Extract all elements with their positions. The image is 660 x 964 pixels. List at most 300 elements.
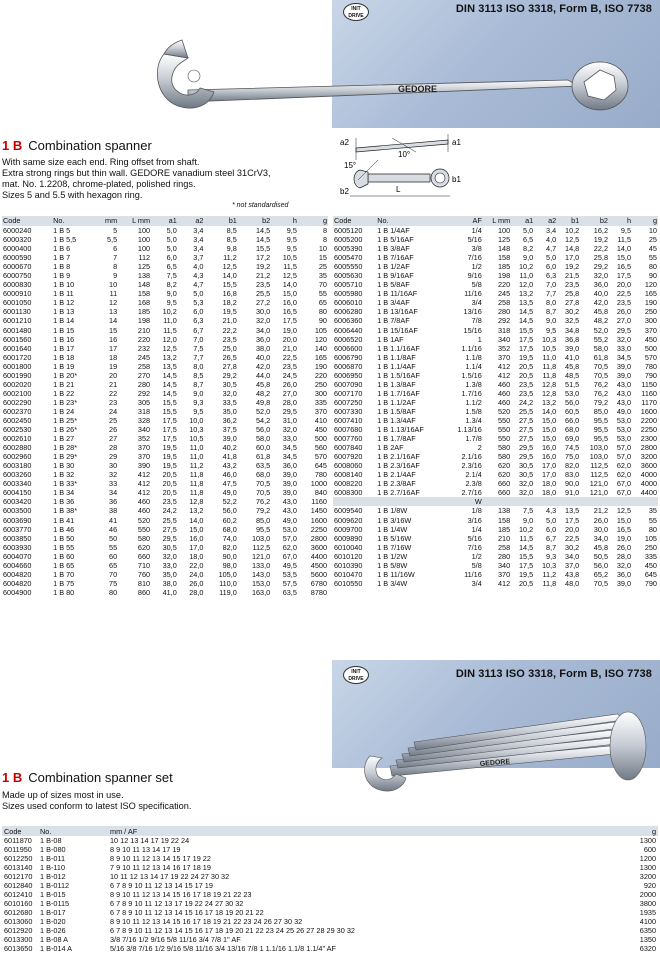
- table-cell: 49,0: [222, 488, 237, 498]
- table-row: [2, 362, 328, 371]
- table-cell: 17,5: [518, 560, 534, 570]
- table-cell: 1 B 1/2W: [377, 551, 408, 561]
- table-cell: 76,2: [256, 497, 271, 507]
- table-cell: 6009620: [334, 515, 363, 525]
- table-cell: 112,5: [590, 470, 608, 480]
- table-cell: 6002610: [3, 434, 32, 444]
- table-cell: 14,5: [256, 226, 271, 235]
- table-cell: 6007840: [334, 443, 363, 453]
- table-cell: 7,0: [193, 334, 204, 344]
- table-cell: 19,5: [162, 452, 177, 462]
- table-cell: 410: [314, 415, 327, 425]
- table-cell: 1 B 15: [53, 325, 75, 335]
- table-cell: 15: [109, 325, 118, 335]
- set-cell: 6350: [639, 926, 656, 935]
- table-cell: 19,2: [593, 235, 608, 245]
- table-cell: 412: [497, 370, 511, 380]
- table-cell: 3600: [640, 461, 657, 471]
- table-cell: 17,0: [542, 461, 557, 471]
- table-row: [333, 434, 658, 443]
- table-cell: 450: [314, 425, 327, 435]
- table-cell: 121,0: [251, 551, 271, 561]
- table-cell: 460: [497, 379, 511, 389]
- table-cell: 5,3: [193, 298, 204, 308]
- table-cell: 6,5: [523, 235, 534, 245]
- table-cell: 41,0: [565, 352, 580, 362]
- table-cell: 1 B 75: [53, 578, 75, 588]
- table-cell: 6005710: [334, 280, 363, 290]
- table-cell: 1000: [310, 479, 327, 489]
- table-cell: 2800: [640, 443, 657, 453]
- label-15deg: 15°: [344, 161, 357, 170]
- table-cell: 1 B 15/16AF: [377, 325, 418, 335]
- table-cell: 15,5: [256, 244, 271, 254]
- set-cell: 6012840: [4, 881, 33, 890]
- table-cell: 26,0: [282, 379, 297, 389]
- table-cell: 6006440: [334, 325, 363, 335]
- table-cell: 560: [314, 443, 327, 453]
- table-cell: 6000910: [3, 289, 32, 299]
- table-cell: 22,5: [616, 289, 632, 299]
- table-cell: 39,0: [616, 578, 632, 588]
- table-cell: 6000400: [3, 244, 32, 254]
- table-cell: 27,0: [282, 388, 297, 398]
- section1-description: [2, 157, 271, 201]
- table-cell: 6007680: [334, 425, 363, 435]
- table-cell: 11/16: [464, 289, 482, 299]
- table-row: [333, 253, 658, 262]
- table-cell: 22,5: [282, 352, 297, 362]
- table-cell: 120: [644, 280, 657, 290]
- table-cell: 15,0: [616, 515, 632, 525]
- table-cell: 43,0: [616, 388, 632, 398]
- table-cell: 65: [318, 298, 327, 308]
- table-cell: 49,0: [282, 515, 297, 525]
- table-cell: 1160: [311, 497, 327, 507]
- table-cell: 6002020: [3, 379, 32, 389]
- table-cell: 1 B 25*: [53, 415, 78, 425]
- table-cell: 63,5: [256, 461, 271, 471]
- table-cell: 292: [497, 316, 511, 326]
- table-cell: 1.1/8: [465, 352, 482, 362]
- table-cell: 85,0: [256, 515, 271, 525]
- table-cell: 6008220: [334, 479, 363, 489]
- table-cell: 12,8: [542, 379, 557, 389]
- table-row: [2, 497, 328, 506]
- table-cell: 34,5: [616, 352, 632, 362]
- table-cell: 6008060: [334, 461, 363, 471]
- table-cell: 85,0: [593, 406, 608, 416]
- table-cell: 1 B 70: [53, 569, 75, 579]
- table-cell: 11,8: [189, 488, 204, 498]
- table-cell: 1 B 7/8AF: [377, 316, 410, 326]
- table-cell: 5600: [310, 569, 327, 579]
- table-cell: 138: [497, 506, 511, 516]
- table-cell: 20,5: [162, 488, 177, 498]
- table-cell: 27,8: [565, 298, 580, 308]
- table-cell: 185: [497, 524, 511, 534]
- table-cell: 75,0: [565, 452, 580, 462]
- table-cell: 860: [137, 587, 151, 597]
- table-cell: 790: [644, 370, 657, 380]
- table-cell: 43,0: [282, 497, 297, 507]
- table-cell: 21,5: [565, 271, 580, 281]
- table-cell: 27,2: [256, 298, 271, 308]
- table-cell: 24,0: [189, 569, 204, 579]
- table-subheader-cell: [511, 497, 534, 506]
- table-cell: 20,5: [162, 470, 177, 480]
- table-cell: 6001720: [3, 352, 32, 362]
- table-cell: 19,5: [518, 352, 534, 362]
- table-cell: 17,5: [162, 415, 177, 425]
- table-cell: 6009540: [334, 506, 363, 516]
- table-cell: 6007250: [334, 397, 363, 407]
- table-cell: 9,0: [546, 316, 557, 326]
- table-cell: 47,5: [222, 479, 237, 489]
- table-cell: 32,0: [162, 551, 177, 561]
- table-cell: 12,0: [518, 280, 534, 290]
- table-cell: 6000590: [3, 253, 32, 263]
- set-cell: 6 7 8 9 10 11 12 13 14 15 16 17 18 19 20 21 22 23 24 25 26 27 28 29 30 32: [110, 926, 355, 935]
- table-cell: 6010040: [334, 542, 363, 552]
- table-cell: 6,7: [193, 325, 204, 335]
- table-cell: 6003180: [3, 461, 32, 471]
- table-cell: 119,0: [219, 587, 237, 597]
- table-cell: 15,0: [542, 425, 557, 435]
- table-subheader-cell: [333, 497, 376, 506]
- set-row: [2, 935, 658, 944]
- table-cell: 40,0: [256, 352, 271, 362]
- table-cell: 520: [137, 515, 151, 525]
- table-cell: 27,0: [616, 316, 632, 326]
- table-cell: 125: [497, 235, 511, 245]
- table-cell: 9,0: [523, 515, 534, 525]
- table-cell: 21: [109, 379, 118, 389]
- table-cell: 4500: [310, 560, 327, 570]
- table-cell: 580: [497, 452, 511, 462]
- table-cell: 2: [477, 443, 482, 453]
- set-cell: 6011950: [4, 845, 32, 854]
- table-cell: 370: [137, 443, 151, 453]
- table-cell: 11,0: [542, 352, 557, 362]
- table-cell: 1/4: [471, 226, 482, 235]
- table-cell: 49,8: [256, 397, 271, 407]
- table-cell: 42,0: [256, 361, 271, 371]
- table-cell: 1 B 8: [53, 262, 71, 272]
- table-cell: 95,5: [593, 434, 608, 444]
- table-cell: 6003770: [3, 524, 32, 534]
- section2-title-text: Combination spanner set: [28, 770, 173, 785]
- table-cell: 53,0: [616, 434, 632, 444]
- table-cell: 105: [644, 533, 657, 543]
- table-cell: 76,2: [593, 388, 608, 398]
- table-cell: 9,5: [193, 406, 204, 416]
- table-cell: 5,0: [523, 226, 534, 235]
- table-cell: 370: [314, 406, 327, 416]
- table-cell: 318: [497, 325, 511, 335]
- table-row: [333, 506, 658, 515]
- set-cell: 8 9 10 11 12 13 14 15 16 17 18 19 21 22 23: [110, 890, 252, 899]
- table-cell: 1 B 1.1/4AF: [377, 361, 416, 371]
- table-cell: 11/16: [464, 569, 482, 579]
- table-row: [2, 371, 328, 380]
- table-cell: 9,5: [546, 325, 557, 335]
- table-cell: 14: [109, 316, 118, 326]
- table-cell: 33,0: [162, 560, 177, 570]
- table-cell: 17,5: [565, 515, 580, 525]
- table-cell: 15/16: [463, 325, 482, 335]
- table-cell: 13,5: [565, 506, 580, 516]
- table-cell: 39,0: [616, 361, 632, 371]
- set-cell: 6 7 8 9 10 11 12 13 17 19 22 24 27 30 32: [110, 899, 244, 908]
- table-cell: 1.3/4: [465, 415, 482, 425]
- table-cell: 14,5: [518, 542, 534, 552]
- table-cell: 2200: [640, 415, 657, 425]
- table-row: [333, 416, 658, 425]
- table-cell: 25,0: [222, 343, 237, 353]
- table-cell: 6002530: [3, 425, 32, 435]
- table-cell: 15,5: [518, 325, 534, 335]
- col-b1: b1: [557, 216, 580, 226]
- table-cell: 9,0: [523, 253, 534, 263]
- table-row: [2, 561, 328, 570]
- table-cell: 19,5: [518, 569, 534, 579]
- table-cell: 6001050: [3, 298, 32, 308]
- table-cell: 37,0: [565, 560, 580, 570]
- table-cell: 1 B 1/8W: [377, 506, 408, 516]
- table-cell: 6002960: [3, 452, 32, 462]
- table-cell: 1 B 6: [53, 244, 71, 254]
- table-cell: 112,5: [590, 461, 608, 471]
- table-cell: 79,2: [256, 506, 271, 516]
- table-cell: 29,5: [616, 325, 632, 335]
- table-cell: 34,5: [282, 443, 297, 453]
- table-cell: 29: [109, 452, 118, 462]
- table-cell: 1 B 80: [53, 587, 75, 597]
- table-cell: 112: [138, 253, 151, 263]
- table-cell: 100: [137, 244, 151, 254]
- table-cell: 22,2: [222, 325, 237, 335]
- table-row: [333, 561, 658, 570]
- table-cell: 13,5: [162, 361, 177, 371]
- table-cell: 105: [314, 325, 327, 335]
- table-cell: 1150: [641, 379, 657, 389]
- table-cell: 1 B 1.13/16AF: [377, 425, 424, 435]
- table-cell: 460: [497, 388, 511, 398]
- table-cell: 74,5: [565, 443, 580, 453]
- table-cell: 45,8: [593, 542, 608, 552]
- table-cell: 16,2: [593, 226, 608, 235]
- table-cell: 6005200: [334, 235, 363, 245]
- table-cell: 3/16: [467, 515, 482, 525]
- table-cell: 20,5: [518, 370, 534, 380]
- table-cell: 50: [109, 533, 118, 543]
- table-cell: 6007330: [334, 406, 363, 416]
- table-cell: 22: [109, 388, 118, 398]
- table-cell: 6001640: [3, 343, 32, 353]
- table-cell: 14,5: [518, 307, 534, 317]
- table-cell: 14,0: [189, 515, 204, 525]
- table-cell: 39,0: [282, 470, 297, 480]
- table-cell: 82,0: [222, 542, 237, 552]
- table-cell: 6003340: [3, 479, 32, 489]
- table-cell: 158: [497, 253, 511, 263]
- table-cell: 220: [137, 334, 151, 344]
- table-cell: 50,5: [593, 551, 608, 561]
- table-row: [2, 579, 328, 588]
- table-cell: 11,0: [163, 316, 177, 326]
- table-cell: 13: [109, 307, 118, 317]
- table-cell: 41,8: [222, 452, 237, 462]
- table-cell: 57,0: [282, 533, 297, 543]
- table-row: [2, 335, 328, 344]
- standard-label: DIN 3113 ISO 3318, Form B, ISO 7738: [455, 3, 652, 15]
- table-cell: 10,3: [542, 560, 557, 570]
- table-cell: 36: [109, 497, 118, 507]
- table-row: [333, 226, 658, 235]
- label-10deg: 10°: [398, 150, 411, 159]
- table-row: [2, 479, 328, 488]
- table-cell: 12: [109, 298, 118, 308]
- table-cell: 10,3: [542, 334, 557, 344]
- table-cell: 3/8: [471, 244, 482, 254]
- table-cell: 38,0: [256, 343, 271, 353]
- table-cell: 6002100: [3, 388, 32, 398]
- table-row: [2, 307, 328, 316]
- table-cell: 2.3/16: [461, 461, 482, 471]
- col-code: Code: [2, 216, 52, 226]
- table-cell: 19,5: [222, 307, 237, 317]
- table-cell: 6003420: [3, 497, 32, 507]
- table-cell: 57,0: [616, 443, 632, 453]
- table-cell: 9,5: [166, 298, 177, 308]
- desc-line: Sizes used conform to latest ISO specification.: [2, 801, 192, 811]
- table-cell: 6001480: [3, 325, 32, 335]
- table-cell: 1 B 3/8AF: [377, 244, 410, 254]
- table-cell: 645: [644, 569, 657, 579]
- table-cell: 43,8: [565, 569, 580, 579]
- table-cell: 165: [644, 289, 657, 299]
- table-cell: 42,0: [593, 298, 608, 308]
- table-cell: 10,2: [518, 262, 534, 272]
- table-cell: 29,5: [162, 533, 177, 543]
- table-cell: 22,5: [565, 533, 580, 543]
- table-cell: 120: [314, 334, 327, 344]
- table-row: [2, 416, 328, 425]
- table-cell: 15,0: [189, 524, 204, 534]
- table-cell: 280: [497, 551, 511, 561]
- table-row: [2, 434, 328, 443]
- table-cell: 4,7: [193, 280, 204, 290]
- table-row: [333, 552, 658, 561]
- table-cell: 8,7: [546, 307, 557, 317]
- table-cell: 10,5: [542, 343, 557, 353]
- table-cell: 1 B 5: [53, 226, 71, 235]
- section1-prefix: 1 B: [2, 138, 23, 153]
- table-cell: 148: [137, 280, 151, 290]
- table-cell: 270: [137, 370, 151, 380]
- table-cell: 148: [497, 244, 511, 254]
- table-cell: 11,8: [542, 361, 557, 371]
- table-cell: 49,0: [616, 406, 632, 416]
- table-cell: 100: [137, 226, 151, 235]
- table-cell: 710: [137, 560, 151, 570]
- table-cell: 6007170: [334, 388, 363, 398]
- table-row: [2, 253, 328, 262]
- table-cell: 620: [137, 542, 151, 552]
- table-cell: 6008300: [334, 488, 363, 498]
- table-cell: 10,5: [189, 434, 204, 444]
- label-a1: a1: [452, 138, 461, 147]
- table-cell: 143,0: [251, 569, 271, 579]
- table-cell: 17,5: [282, 316, 297, 326]
- set-row: [2, 926, 658, 935]
- table-cell: 6,0: [166, 253, 177, 263]
- table-cell: 30,0: [256, 307, 271, 317]
- desc-line: Sizes 5 and 5.5 with hexagon ring.: [2, 190, 143, 200]
- table-cell: 2800: [310, 533, 327, 543]
- table-cell: 24,5: [282, 370, 297, 380]
- table-cell: 305: [137, 397, 151, 407]
- table-cell: 45,8: [565, 361, 580, 371]
- table-cell: 6003500: [3, 506, 32, 516]
- col-weight: g: [298, 216, 328, 226]
- table-cell: 412: [497, 361, 511, 371]
- table-cell: 1 B 7/16W: [377, 542, 412, 552]
- table-cell: 1 B 13: [53, 307, 75, 317]
- table-row: [2, 443, 328, 452]
- table-cell: 32,0: [616, 334, 632, 344]
- table-cell: 6000830: [3, 280, 32, 290]
- table-cell: 4,3: [546, 506, 557, 516]
- table-cell: 5,0: [166, 235, 177, 245]
- table-cell: 352: [137, 434, 151, 444]
- table-cell: 8,5: [226, 226, 237, 235]
- table-cell: 352: [497, 343, 511, 353]
- set-row: [2, 854, 658, 863]
- table-cell: 27,8: [222, 361, 237, 371]
- table-cell: 82,0: [565, 461, 580, 471]
- table-cell: 21,2: [256, 271, 271, 281]
- set-col-sizes: mm / AF: [108, 826, 617, 836]
- table-cell: 70: [109, 569, 118, 579]
- table-cell: 19: [109, 361, 118, 371]
- table-cell: 15,0: [616, 253, 632, 263]
- table-cell: 4400: [640, 488, 657, 498]
- table-cell: 245: [137, 352, 151, 362]
- table-cell: 70,5: [256, 488, 271, 498]
- table-cell: 1 B 12: [53, 298, 75, 308]
- table-cell: 28,0: [616, 551, 632, 561]
- table-cell: 1 B 41: [53, 515, 75, 525]
- table-cell: 570: [314, 452, 327, 462]
- table-cell: 18,2: [222, 298, 237, 308]
- table-cell: 25: [318, 262, 327, 272]
- table-cell: 56,0: [222, 506, 237, 516]
- table-cell: 21,2: [593, 506, 608, 516]
- table-cell: 23,5: [565, 280, 580, 290]
- table-cell: 14,5: [162, 379, 177, 389]
- table-cell: 52,0: [256, 406, 271, 416]
- table-cell: 3600: [310, 542, 327, 552]
- table-cell: 30: [109, 461, 118, 471]
- table-cell: 80: [648, 524, 657, 534]
- table-cell: 53,0: [616, 415, 632, 425]
- table-cell: 11,2: [189, 461, 204, 471]
- table-cell: 62,0: [616, 461, 632, 471]
- table-cell: 43,0: [616, 379, 632, 389]
- table-cell: 185: [497, 262, 511, 272]
